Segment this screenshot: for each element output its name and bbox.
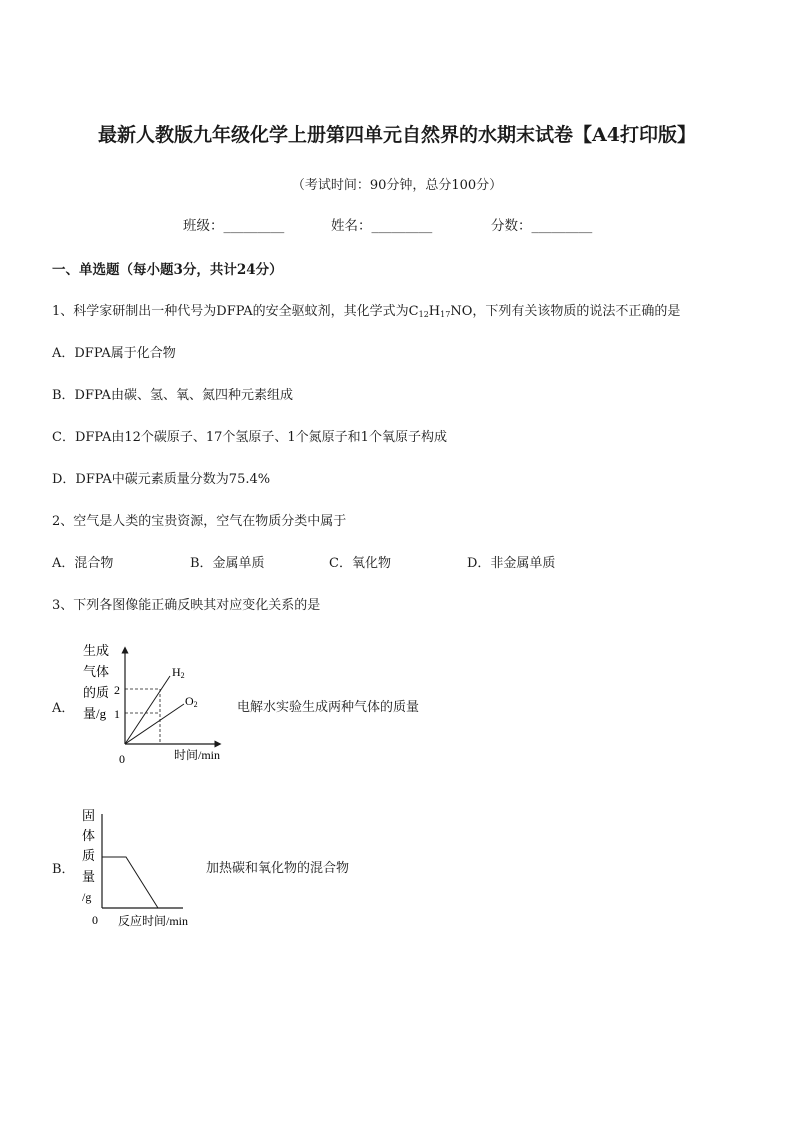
q2-option-b[interactable]: B．金属单质 — [190, 556, 265, 571]
page-title: 最新人教版九年级化学上册第四单元自然界的水期末试卷【A4打印版】 — [98, 124, 696, 146]
q1-sub-hydrogen: 17 — [440, 310, 451, 319]
graph-a-ylabel-2: 气体 — [83, 664, 110, 679]
class-field[interactable]: 班级：_________ — [183, 218, 285, 234]
q1-prefix: 1、科学家研制出一种代号为DFPA的安全驱蚊剂，其化学式为C — [52, 304, 419, 319]
question-1 — [52, 300, 680, 319]
q3-graph-b — [78, 802, 218, 932]
graph-b-xlabel: 反应时间/min — [118, 914, 189, 928]
graph-a-xlabel: 时间/min — [174, 748, 221, 762]
section-title: 一、单选题（每小题3分，共计24分） — [52, 262, 283, 278]
exam-subtitle: （考试时间：90分钟，总分100分） — [291, 178, 503, 193]
graph-b-origin: 0 — [92, 913, 98, 927]
q3-option-b-desc: 加热碳和氧化物的混合物 — [206, 861, 350, 876]
graph-b-ylabel-1: 固 — [82, 808, 96, 823]
q2-option-a[interactable]: A．混合物 — [52, 556, 114, 571]
q3-option-a-label[interactable]: A． — [52, 701, 75, 716]
graph-b-ylabel-5: /g — [82, 890, 92, 904]
q3-option-b-label[interactable]: B． — [52, 862, 75, 877]
q1-hydrogen: H — [428, 304, 441, 319]
question-3: 3、下列各图像能正确反映其对应变化关系的是 — [52, 598, 321, 613]
q3-option-a-desc: 电解水实验生成两种气体的质量 — [237, 700, 420, 715]
score-field[interactable]: 分数：_________ — [491, 218, 593, 234]
graph-b-ylabel-2: 体 — [82, 828, 96, 843]
q1-sub-carbon: 12 — [418, 310, 429, 319]
q1-option-c[interactable]: C．DFPA由12个碳原子、17个氢原子、1个氮原子和1个氧原子构成 — [52, 430, 447, 445]
graph-b-ylabel-3: 质 — [82, 848, 96, 863]
graph-a-label-h2: H2 — [172, 665, 185, 680]
graph-b-ylabel-4: 量 — [82, 869, 96, 884]
q2-option-d[interactable]: D．非金属单质 — [467, 556, 556, 571]
graph-a-tick-2: 2 — [114, 683, 120, 697]
graph-a-ylabel-1: 生成 — [83, 643, 110, 658]
q1-option-b[interactable]: B．DFPA由碳、氢、氧、氮四种元素组成 — [52, 388, 293, 403]
q3-graph-a — [78, 638, 238, 768]
graph-a-ylabel-4: 量/g — [83, 706, 107, 721]
name-field[interactable]: 姓名：_________ — [331, 218, 433, 234]
graph-a-line-h2 — [125, 676, 170, 744]
question-2: 2、空气是人类的宝贵资源，空气在物质分类中属于 — [52, 514, 347, 529]
graph-a-label-o2: O2 — [185, 694, 198, 709]
graph-a-tick-1: 1 — [114, 707, 120, 721]
graph-a-origin: 0 — [119, 752, 125, 766]
q1-suffix: NO，下列有关该物质的说法不正确的是 — [450, 304, 681, 319]
q1-option-d[interactable]: D．DFPA中碳元素质量分数为75.4% — [52, 472, 271, 487]
graph-a-line-o2 — [125, 704, 184, 744]
graph-a-ylabel-3: 的质 — [83, 685, 110, 700]
q1-option-a[interactable]: A．DFPA属于化合物 — [52, 346, 176, 361]
graph-b-line — [102, 857, 158, 908]
q2-option-c[interactable]: C．氧化物 — [329, 556, 391, 571]
